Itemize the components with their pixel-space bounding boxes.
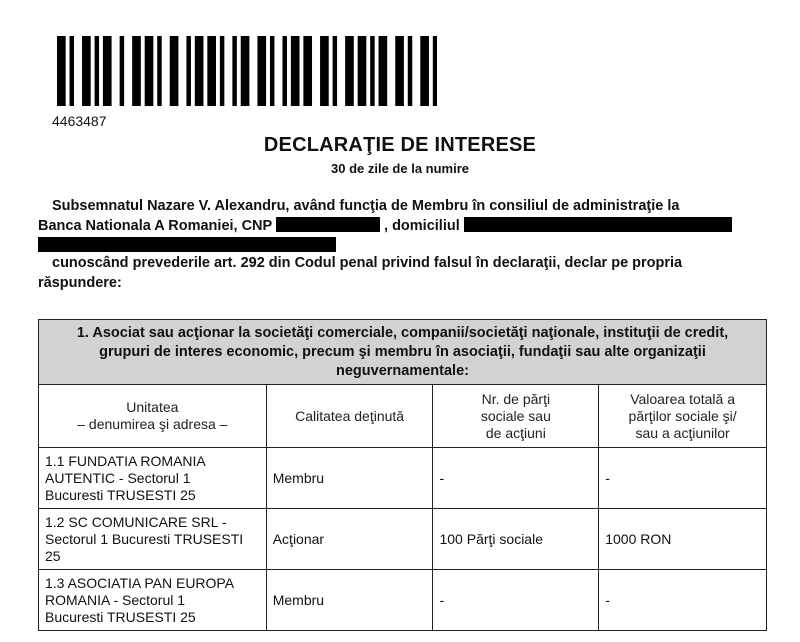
- cell-shares: 100 Părţi sociale: [433, 509, 599, 570]
- column-header-value-line-3: sau a acţiunilor: [635, 424, 730, 441]
- barcode-bar: [358, 36, 362, 106]
- table-row: [39, 448, 767, 509]
- redacted-cnp: [276, 217, 380, 232]
- cell-shares: -: [433, 448, 599, 509]
- cell-unit: [39, 570, 267, 631]
- barcode-bar: [120, 36, 124, 106]
- barcode-bar: [291, 36, 295, 106]
- barcode-bar: [362, 36, 366, 106]
- cell-unit-line: 25: [45, 547, 61, 564]
- barcode-bar: [303, 36, 307, 106]
- barcode-bar: [324, 36, 328, 106]
- barcode-bar: [349, 36, 353, 106]
- cell-unit-line: 1.2 SC COMUNICARE SRL -: [45, 513, 227, 530]
- barcode-bar: [433, 36, 437, 106]
- document-subtitle: 30 de zile de la numire: [331, 161, 469, 176]
- table-row: [39, 509, 767, 570]
- barcode-bar: [70, 36, 74, 106]
- barcode-number: 4463487: [52, 113, 107, 129]
- barcode-bar: [220, 36, 224, 106]
- column-headers: [39, 385, 767, 448]
- column-header-unit-line-1: Unitatea: [126, 399, 179, 415]
- statement-line-2: răspundere:: [38, 275, 122, 291]
- column-header-shares-line-1: Nr. de părţi: [481, 390, 551, 407]
- cell-shares: -: [433, 570, 599, 631]
- barcode-bar: [395, 36, 399, 106]
- barcode-bar: [149, 36, 153, 106]
- column-header-shares-line-3: de acţiuni: [485, 424, 546, 441]
- barcode-bar: [308, 36, 312, 106]
- barcode-bar: [212, 36, 216, 106]
- cell-value: -: [599, 570, 767, 631]
- cell-value: -: [599, 448, 767, 509]
- barcode-bar: [241, 36, 245, 106]
- barcode-bar: [424, 36, 428, 106]
- column-header-value: [599, 385, 767, 448]
- barcode-bar: [136, 36, 140, 106]
- barcode-bar: [174, 36, 178, 106]
- cell-role: Acţionar: [266, 509, 433, 570]
- barcode-bar: [61, 36, 65, 106]
- cell-unit-line: AUTENTIC - Sectorul 1: [45, 469, 191, 486]
- column-header-value-line-1: Valoarea totală a: [630, 390, 736, 407]
- barcode-bar: [195, 36, 199, 106]
- barcode-bar: [82, 36, 86, 106]
- column-header-unit: [39, 385, 267, 448]
- barcode-bar: [170, 36, 174, 106]
- barcode-bar: [95, 36, 99, 106]
- barcode: [57, 36, 437, 106]
- cell-role: Membru: [266, 570, 433, 631]
- barcode-bar: [420, 36, 424, 106]
- document-title: DECLARAŢIE DE INTERESE: [263, 134, 537, 156]
- section-1-heading: 1. Asociat sau acţionar la societăţi comerciale, companii/societăţi naţionale, instituţii de credit, grupuri de interes economic, precum şi membru în asociaţii, fundaţii sau alte organizaţii neguvernamentale:: [39, 320, 767, 385]
- barcode-bar: [232, 36, 236, 106]
- barcode-bar: [107, 36, 111, 106]
- barcode-bar: [245, 36, 249, 106]
- statement-paragraph: [38, 253, 768, 293]
- column-header-unit-line-2: – denumirea şi adresa –: [77, 416, 228, 432]
- interests-table: [38, 319, 767, 631]
- barcode-bar: [379, 36, 383, 106]
- cell-unit-line: Sectorul 1 Bucuresti TRUSESTI: [45, 530, 244, 547]
- barcode-bar: [383, 36, 387, 106]
- cell-role: Membru: [266, 448, 433, 509]
- barcode-bar: [207, 36, 211, 106]
- barcode-bar: [157, 36, 161, 106]
- barcode-bar: [408, 36, 412, 106]
- barcode-bar: [257, 36, 261, 106]
- cell-unit-line: ROMANIA - Sectorul 1: [45, 591, 186, 608]
- barcode-bar: [295, 36, 299, 106]
- barcode-bar: [399, 36, 403, 106]
- cell-unit-line: 1.3 ASOCIATIA PAN EUROPA: [45, 574, 235, 591]
- barcode-bar: [370, 36, 374, 106]
- barcode-bar: [103, 36, 107, 106]
- barcode-bar: [270, 36, 274, 106]
- barcode-bar: [145, 36, 149, 106]
- barcode-bar: [282, 36, 286, 106]
- statement-line-1: cunoscând prevederile art. 292 din Codul penal privind falsul în declaraţii, declar pe propria: [52, 255, 683, 271]
- column-header-shares: [433, 385, 599, 448]
- table-row: [39, 570, 767, 631]
- cell-unit-line: 1.1 FUNDATIA ROMANIA: [45, 452, 206, 469]
- declarant-line-1: Subsemnatul Nazare V. Alexandru, având funcţia de Membru în consiliul de administraţie la: [52, 198, 680, 214]
- cell-unit: [39, 509, 267, 570]
- barcode-bar: [262, 36, 266, 106]
- column-header-shares-line-2: sociale sau: [480, 407, 551, 424]
- column-header-value-line-2: părţilor sociale şi/: [628, 407, 737, 424]
- barcode-bar: [57, 36, 61, 106]
- domicile-label: , domiciliul: [384, 218, 460, 234]
- barcode-bar: [320, 36, 324, 106]
- barcode-bar: [345, 36, 349, 106]
- redacted-address-continued: [38, 237, 336, 252]
- cell-unit: [39, 448, 267, 509]
- declarant-paragraph: [38, 196, 768, 256]
- barcode-bar: [199, 36, 203, 106]
- barcode-bar: [86, 36, 90, 106]
- barcode-bar: [186, 36, 190, 106]
- redacted-address: [464, 217, 732, 232]
- column-header-role: Calitatea deţinută: [266, 385, 433, 448]
- declarant-line-2: [38, 216, 768, 236]
- cell-unit-line: Bucuresti TRUSESTI 25: [45, 486, 196, 503]
- declarant-bank-cnp: Banca Nationala A Romaniei, CNP: [38, 218, 272, 234]
- barcode-bar: [333, 36, 337, 106]
- barcode-bar: [132, 36, 136, 106]
- cell-value: 1000 RON: [599, 509, 767, 570]
- cell-unit-line: Bucuresti TRUSESTI 25: [45, 608, 196, 625]
